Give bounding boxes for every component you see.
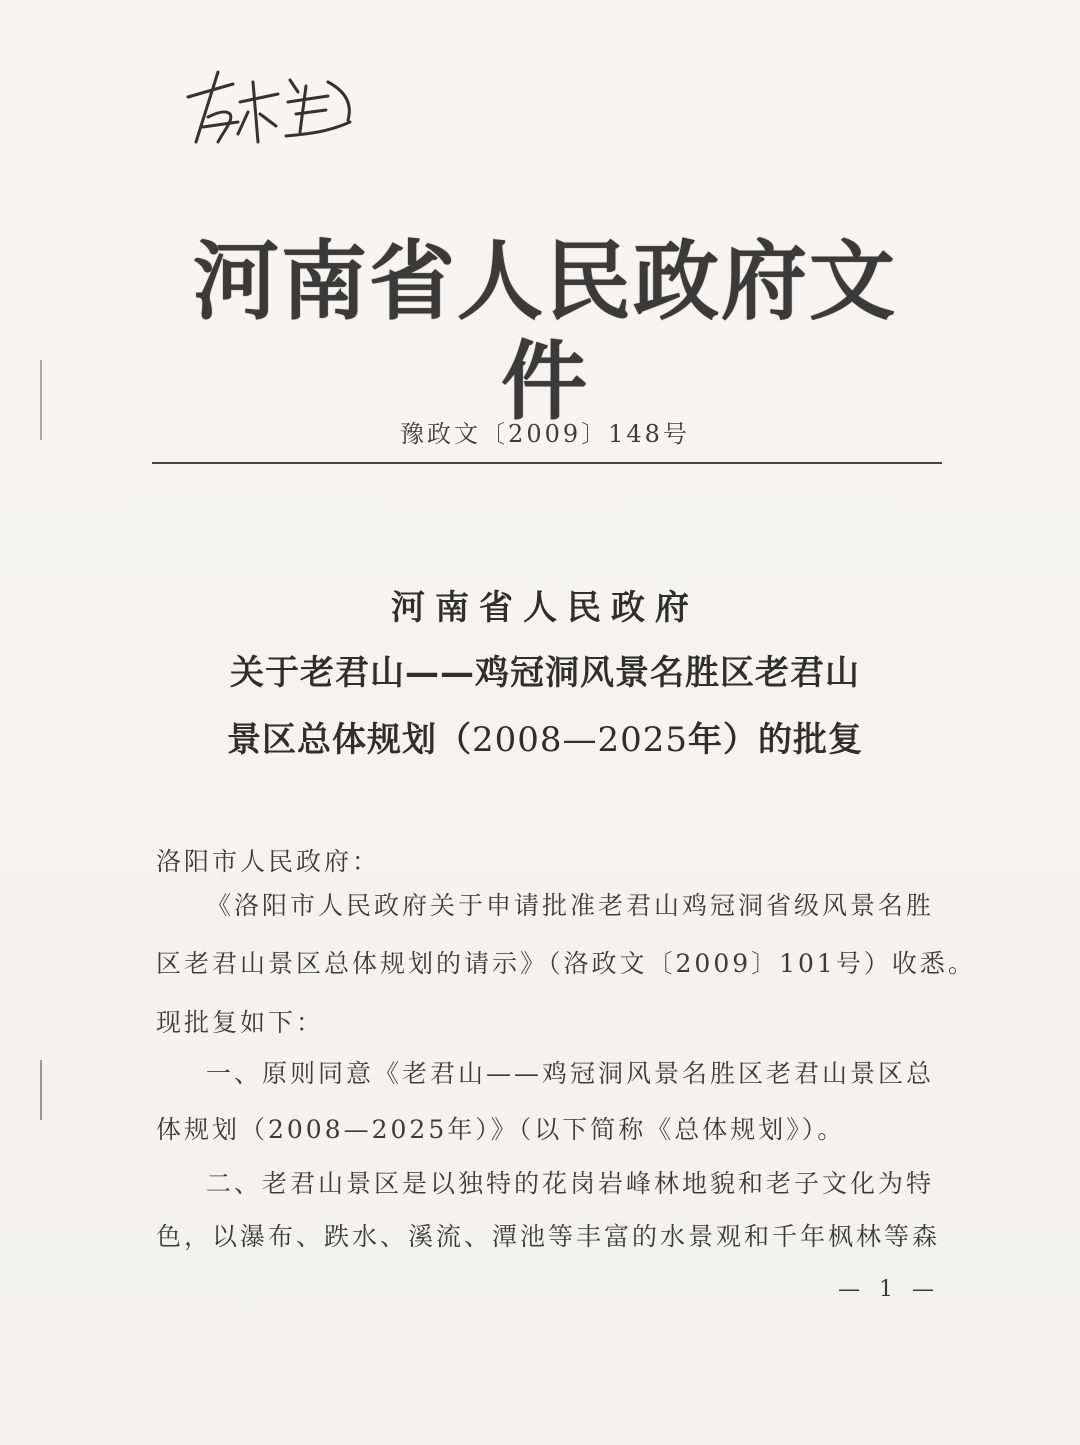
page-number: — 1 —	[838, 1277, 940, 1302]
body-line: 一、原则同意《老君山——鸡冠洞风景名胜区老君山景区总	[206, 1059, 935, 1088]
subject-line-3	[150, 712, 940, 761]
body-line: 《洛阳市人民政府关于申请批准老君山鸡冠洞省级风景名胜	[206, 891, 935, 920]
binding-mark	[40, 1060, 42, 1120]
body-line: 色，以瀑布、跌水、溪流、潭池等丰富的水景观和千年枫林等森	[156, 1222, 941, 1251]
body-line: 体规划（2008—2025年）》（以下简称《总体规划》）。	[156, 1115, 846, 1144]
subject-years: 2008—2025	[471, 720, 689, 760]
subject-line-2: 关于老君山——鸡冠洞风景名胜区老君山	[230, 653, 860, 693]
body-line: 现批复如下：	[156, 1008, 325, 1037]
document-number: 豫政文〔2009〕148号	[400, 420, 690, 448]
binding-mark	[40, 360, 42, 440]
handwritten-annotation	[178, 62, 368, 152]
subject-line-3-prefix: 景区总体规划（	[226, 720, 472, 760]
subject-line-1: 河南省人民政府	[391, 588, 699, 628]
header-divider	[152, 462, 942, 464]
subject-line-3-suffix: 年）的批复	[688, 720, 864, 760]
body-line: 区老君山景区总体规划的请示》（洛政文〔2009〕101号）收悉。	[156, 949, 976, 978]
addressee: 洛阳市人民政府：	[156, 847, 381, 876]
document-header-title: 河南省人民政府文件	[193, 232, 897, 432]
body-line: 二、老君山景区是以独特的花岗岩峰林地貌和老子文化为特	[206, 1169, 935, 1198]
